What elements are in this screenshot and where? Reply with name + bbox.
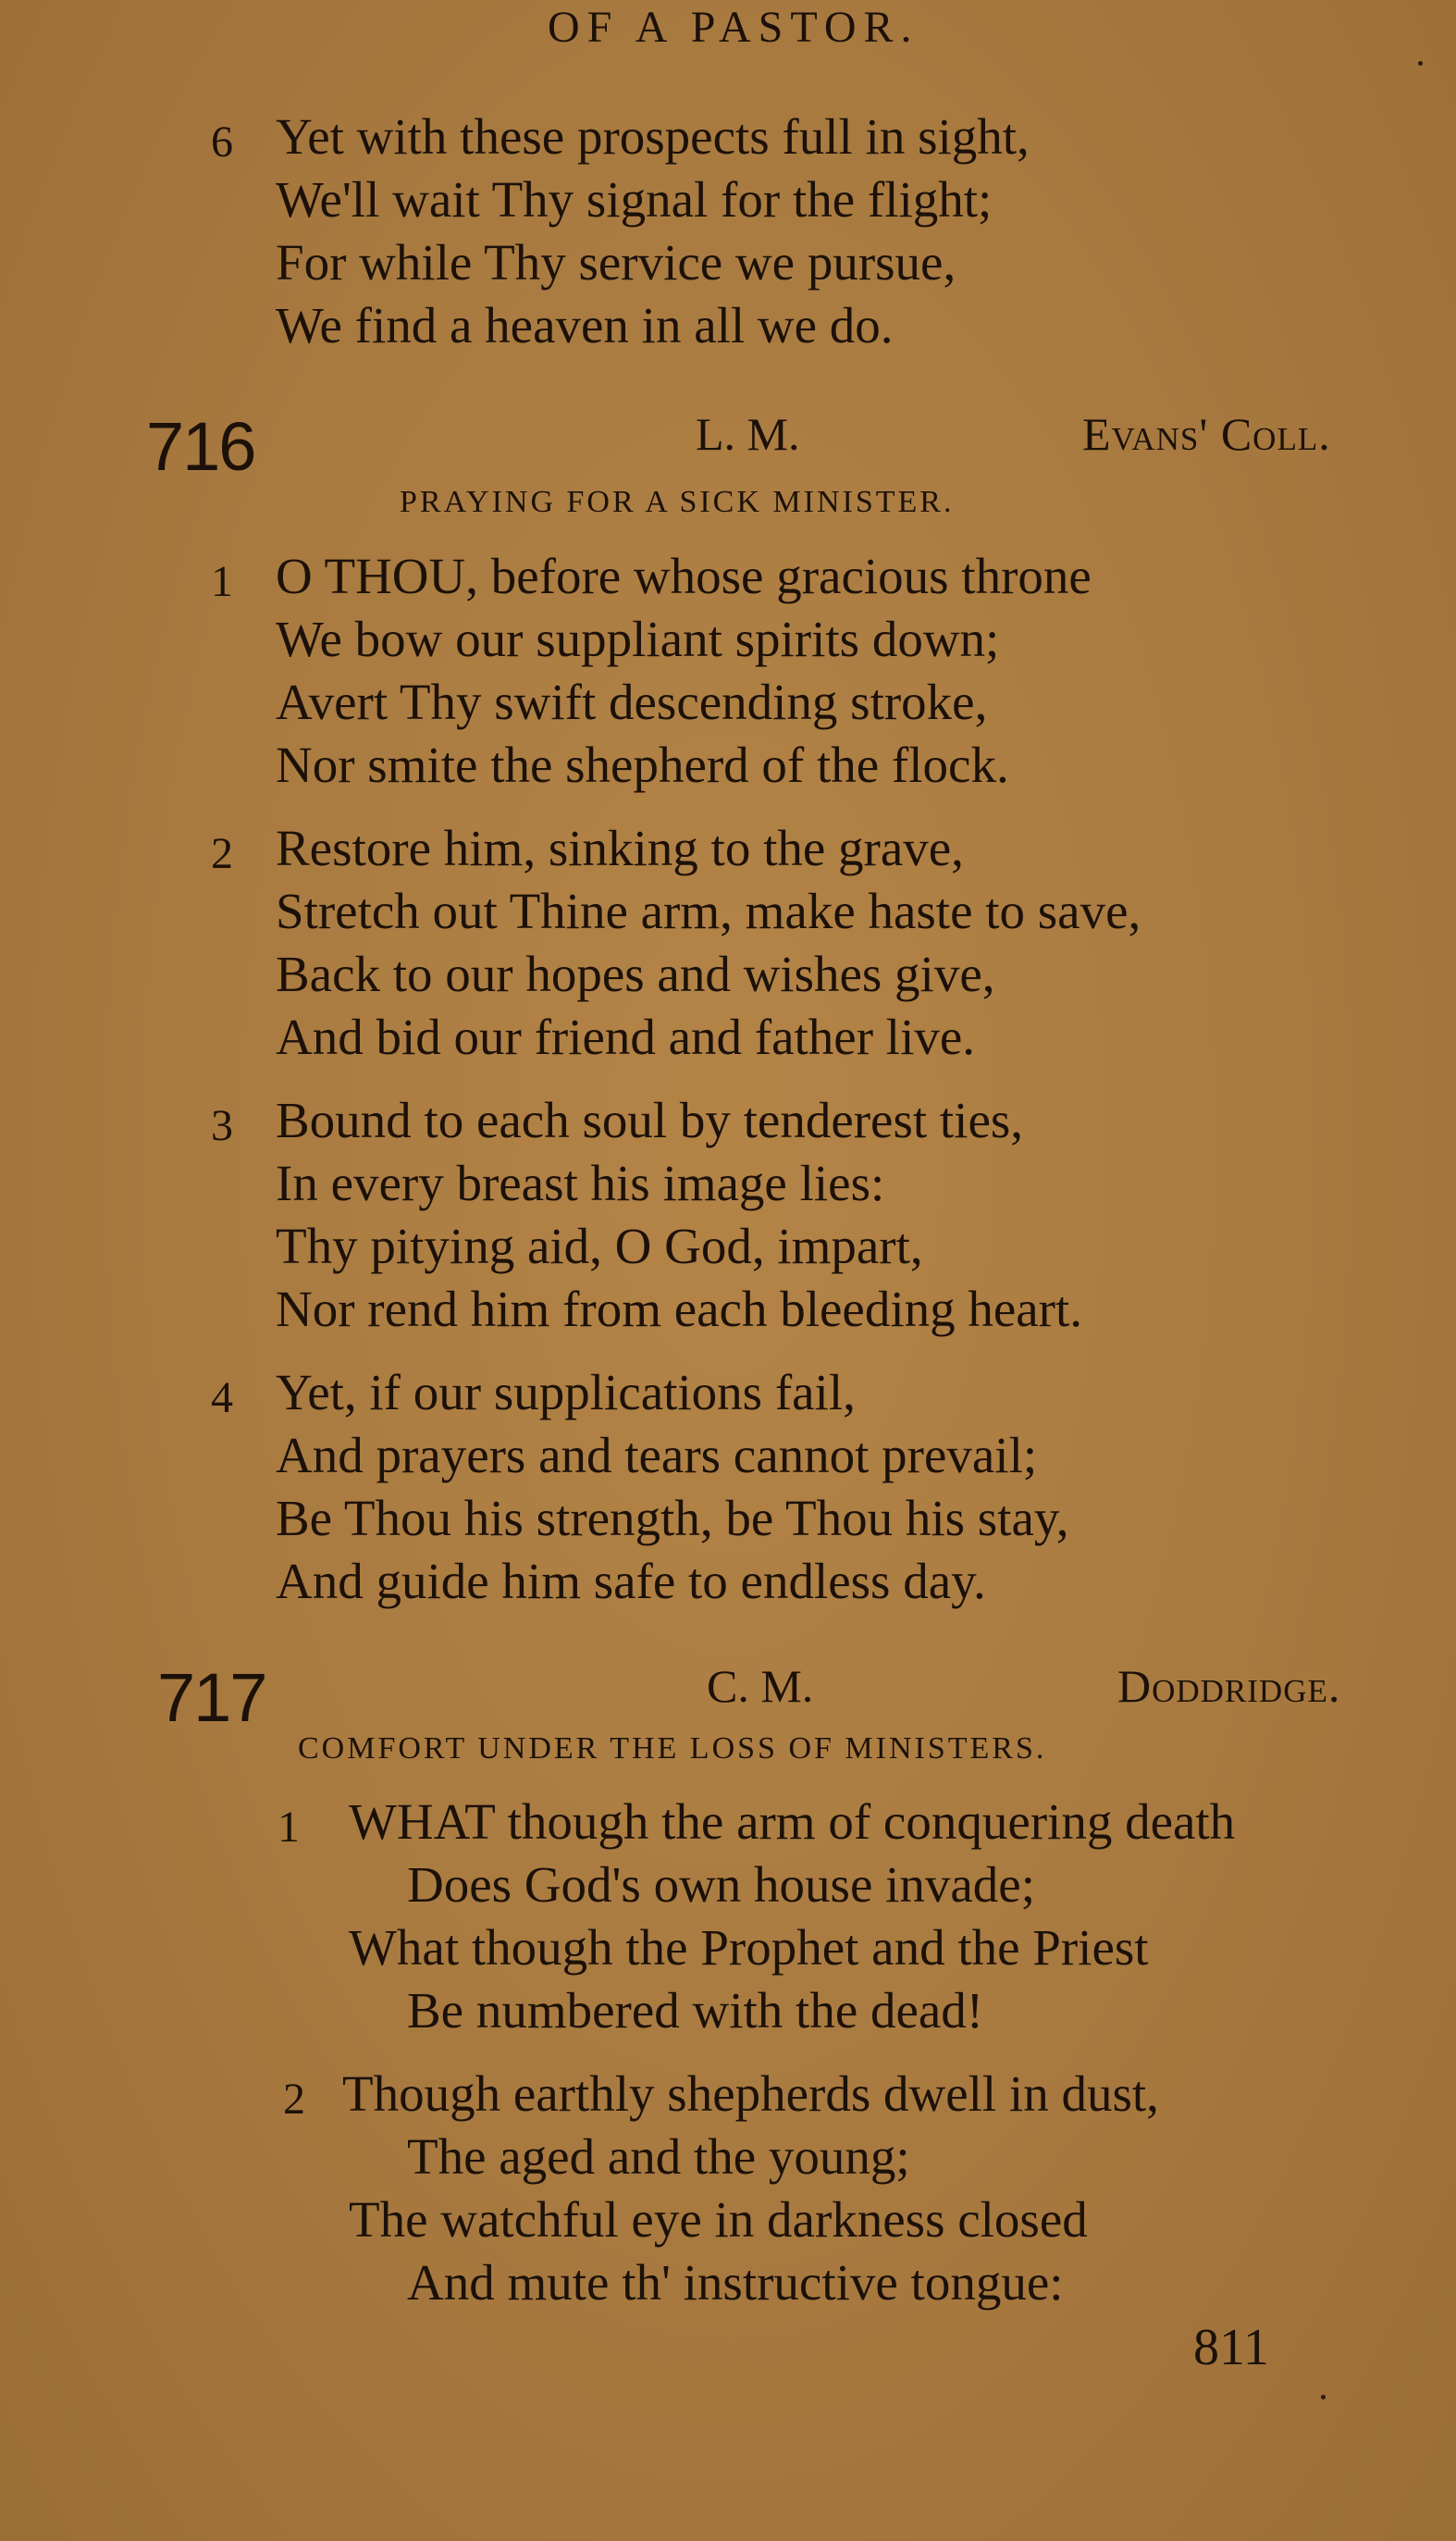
verse-line: For while Thy service we pursue, (276, 234, 956, 291)
verse-line: And prayers and tears cannot prevail; (276, 1427, 1038, 1483)
verse-line: We find a heaven in all we do. (276, 297, 894, 353)
verse-line: We bow our suppliant spirits down; (276, 611, 1000, 667)
verse-line: Does God's own house invade; (407, 1856, 1035, 1913)
verse-line: Nor rend him from each bleeding heart. (276, 1281, 1083, 1337)
verse-line: Thy pitying aid, O God, impart, (276, 1218, 923, 1274)
verse-number: 1 (211, 557, 233, 606)
hymn-subtitle: COMFORT UNDER THE LOSS OF MINISTERS. (298, 1731, 1047, 1766)
verse-line: In every breast his image lies: (276, 1155, 885, 1211)
verse-number: 2 (283, 2075, 305, 2124)
verse-line: The aged and the young; (407, 2128, 910, 2185)
verse-line: Yet, if our supplications fail, (276, 1364, 856, 1420)
ink-mark (1418, 61, 1423, 66)
verse-number: 6 (211, 118, 233, 167)
hymn-meter: L. M. (696, 408, 800, 460)
verse-line: And guide him safe to endless day. (276, 1553, 986, 1609)
verse-number: 3 (211, 1101, 233, 1150)
verse-line: Back to our hopes and wishes give, (276, 946, 995, 1002)
verse-line: Though earthly shepherds dwell in dust, (342, 2065, 1159, 2122)
verse-line: And bid our friend and father live. (276, 1009, 976, 1065)
verse-line: Stretch out Thine arm, make haste to save, (276, 883, 1141, 939)
verse-line: What though the Prophet and the Priest (349, 1919, 1149, 1976)
verse-line: Bound to each soul by tenderest ties, (276, 1092, 1024, 1148)
verse-line: O THOU, before whose gracious throne (276, 548, 1092, 604)
verse-line: And mute th' instructive tongue: (407, 2254, 1064, 2311)
verse-line: Restore him, sinking to the grave, (276, 820, 964, 876)
hymn-author: Evans' Coll. (1082, 408, 1331, 460)
verse-line: We'll wait Thy signal for the flight; (276, 171, 993, 228)
verse-number: 2 (211, 829, 233, 878)
ink-mark (1321, 2395, 1326, 2399)
page-number: 811 (1193, 2319, 1269, 2376)
hymn-subtitle: PRAYING FOR A SICK MINISTER. (400, 485, 955, 519)
hymn-number: 716 (146, 408, 255, 485)
hymn-meter: C. M. (707, 1660, 814, 1712)
verse-line: Nor smite the shepherd of the flock. (276, 737, 1009, 793)
hymn-number: 717 (157, 1659, 266, 1736)
verse-line: Be numbered with the dead! (407, 1982, 984, 2039)
hymn-author: Doddridge. (1117, 1660, 1341, 1712)
verse-line: The watchful eye in darkness closed (349, 2191, 1088, 2248)
verse-number: 4 (211, 1373, 233, 1422)
verse-line: Avert Thy swift descending stroke, (276, 674, 988, 730)
verse-line: Be Thou his strength, be Thou his stay, (276, 1490, 1069, 1546)
verse-line: WHAT though the arm of conquering death (349, 1793, 1236, 1850)
verse-number: 1 (278, 1803, 300, 1852)
running-head: OF A PASTOR. (548, 3, 919, 52)
verse-line: Yet with these prospects full in sight, (276, 108, 1030, 165)
